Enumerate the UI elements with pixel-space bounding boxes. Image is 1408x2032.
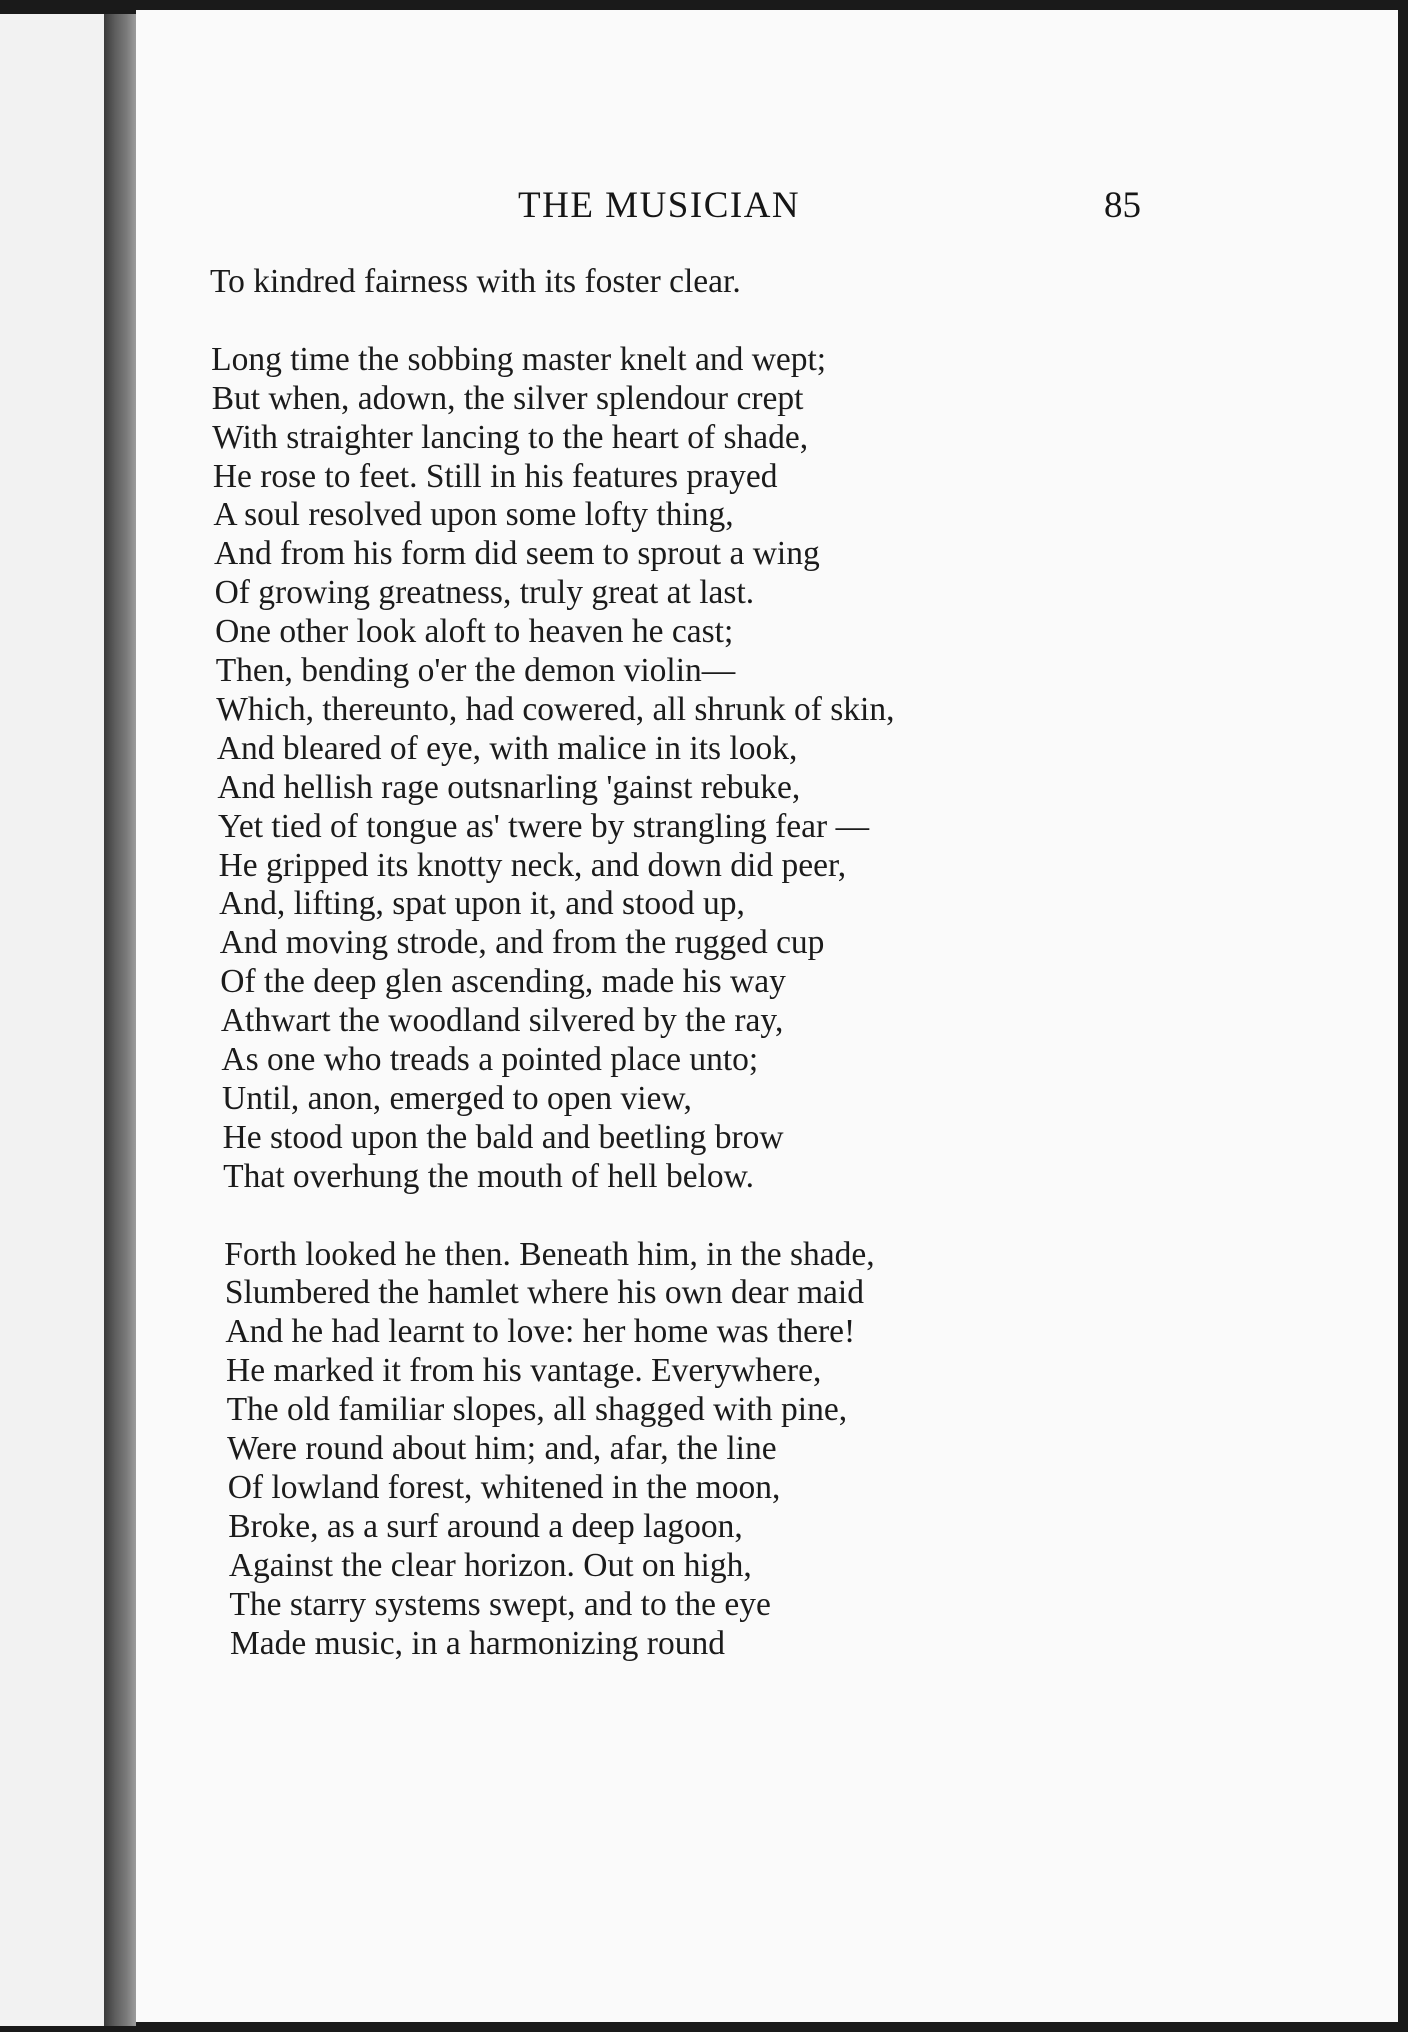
poem-line: The old familiar slopes, all shagged with pine,	[226, 1391, 848, 1429]
poem-line: Slumbered the hamlet where his own dear maid	[224, 1274, 864, 1312]
page-number: 85	[1104, 185, 1141, 226]
poem-line: But when, adown, the silver splendour crept	[211, 379, 804, 417]
poem-line: And hellish rage outsnarling 'gainst rebuke,	[217, 768, 801, 806]
poem-line: Made music, in a harmonizing round	[230, 1624, 725, 1662]
poem-line: That overhung the mouth of hell below.	[223, 1157, 755, 1195]
poem-line: And bleared of eye, with malice in its look,	[216, 729, 798, 767]
poem-line: Of growing greatness, truly great at last.	[214, 574, 755, 612]
poem-line: Against the clear horizon. Out on high,	[228, 1546, 752, 1584]
poem-line: Broke, as a surf around a deep lagoon,	[228, 1507, 743, 1545]
poem-line: He gripped its knotty neck, and down did peer,	[218, 846, 847, 884]
poem-line: He marked it from his vantage. Everywhere,	[226, 1352, 822, 1390]
poem-line: And from his form did seem to sprout a wing	[214, 535, 820, 573]
running-title: THE MUSICIAN	[518, 185, 801, 226]
poem-line: He rose to feet. Still in his features prayed	[212, 457, 778, 495]
poem-line: Of lowland forest, whitened in the moon,	[227, 1468, 781, 1506]
poem-line: With straighter lancing to the heart of shade,	[212, 418, 809, 456]
poem-line: He stood upon the bald and beetling brow	[222, 1118, 784, 1156]
poem-line: One other look aloft to heaven he cast;	[215, 613, 734, 651]
book-page	[136, 10, 1398, 2022]
poem-line: Which, thereunto, had cowered, all shrunk of skin,	[216, 690, 895, 728]
poem-line: Were round about him; and, afar, the line	[227, 1430, 777, 1467]
poem-line: Until, anon, emerged to open view,	[222, 1079, 692, 1117]
poem-line: Yet tied of tongue as' twere by strangling fear —	[218, 807, 870, 845]
left-page-edge	[0, 14, 104, 2026]
page-header	[136, 172, 1398, 232]
poem-line: Athwart the woodland silvered by the ray,	[220, 1002, 784, 1040]
poem-line: And he had learnt to love: her home was there!	[225, 1313, 856, 1351]
poem-line: The starry systems swept, and to the eye	[229, 1585, 771, 1623]
poem-line: A soul resolved upon some lofty thing,	[213, 496, 734, 534]
poem-line: And, lifting, spat upon it, and stood up,	[219, 885, 745, 923]
poem-line: Long time the sobbing master knelt and wept;	[211, 340, 827, 378]
poem-line: And moving strode, and from the rugged cup	[219, 924, 825, 962]
poem-line: To kindred fairness with its foster clear.	[210, 263, 741, 300]
poem-line: As one who treads a pointed place unto;	[221, 1041, 759, 1078]
poem-line: Forth looked he then. Beneath him, in the shade,	[224, 1235, 875, 1273]
poem-line: Of the deep glen ascending, made his way	[220, 963, 786, 1001]
book-gutter	[104, 14, 136, 2026]
poem-line: Then, bending o'er the demon violin—	[215, 652, 736, 689]
